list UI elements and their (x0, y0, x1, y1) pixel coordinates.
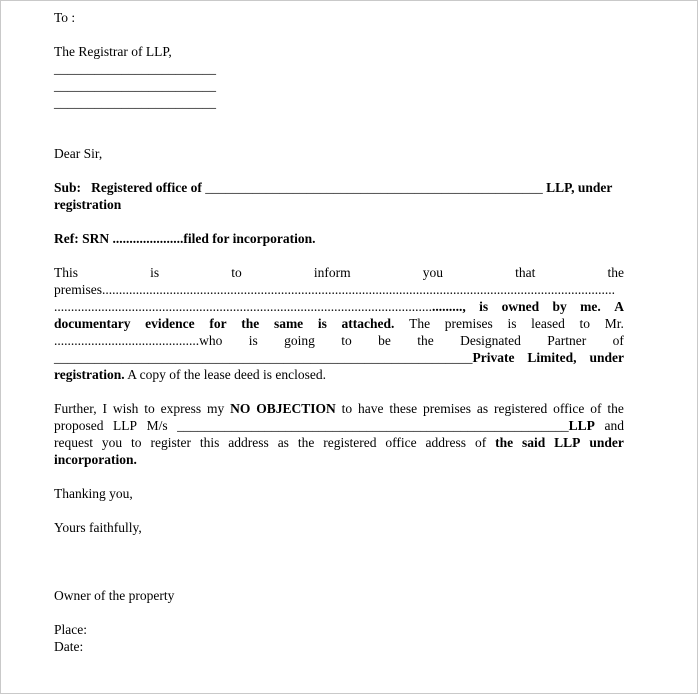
word-token (342, 315, 395, 332)
text-fragment: address (228, 435, 269, 450)
letter-document (1, 1, 697, 655)
word-token (341, 332, 352, 349)
text-fragment: of (474, 435, 487, 450)
word-token (547, 332, 586, 349)
text-segment: Owner of the property (54, 588, 175, 603)
blank-line (54, 604, 624, 621)
word-token (527, 349, 576, 366)
text-fragment: attached. (341, 316, 395, 331)
address-blank-2 (54, 77, 624, 94)
blank-line (54, 468, 624, 485)
text-segment: The Registrar of LLP, (54, 44, 172, 59)
subject-line-1 (54, 179, 624, 196)
word-token (605, 315, 624, 332)
text-segment: LLP, under (542, 180, 613, 195)
text-segment: ........................................................................................................................................................ (102, 282, 615, 297)
body-p1-line-2 (54, 281, 624, 298)
word-token (145, 315, 195, 332)
blank-line (54, 502, 624, 519)
text-segment: Thanking you, (54, 486, 133, 501)
text-fragment: Partner (547, 333, 587, 348)
word-token (460, 332, 521, 349)
word-token (209, 315, 226, 332)
text-fragment: office (553, 401, 585, 416)
text-fragment: ................................................................................................................ (54, 299, 432, 314)
address-blank-3 (54, 94, 624, 111)
text-fragment: Mr. (604, 316, 624, 331)
blank-line (54, 383, 624, 400)
text-fragment: this (199, 435, 220, 450)
text-fragment: to (341, 401, 353, 416)
word-token (589, 434, 624, 451)
text-fragment: Limited, (527, 350, 577, 365)
word-token (54, 417, 104, 434)
word-token (522, 434, 545, 451)
closing-line (54, 519, 624, 536)
text-fragment: This (54, 265, 79, 280)
text-segment: To : (54, 10, 76, 25)
text-segment: A copy of the lease deed is enclosed. (124, 367, 326, 382)
word-token (200, 434, 220, 451)
text-segment: premises (54, 282, 102, 297)
text-fragment: the (495, 435, 514, 450)
fill-in-blank: ______________________________________________________________ (54, 350, 473, 365)
subject-line-2 (54, 196, 624, 213)
body-p1-line-5 (54, 332, 624, 349)
text-fragment: premises (444, 316, 493, 331)
body-p2-line-1 (54, 400, 624, 417)
text-fragment: to (579, 316, 591, 331)
word-token (54, 400, 97, 417)
text-fragment: is (507, 316, 517, 331)
text-fragment: registered (494, 401, 548, 416)
word-token (358, 400, 383, 417)
text-fragment: OBJECTION (256, 401, 336, 416)
text-fragment: to (131, 435, 142, 450)
text-fragment: documentary (54, 316, 131, 331)
text-fragment: evidence (145, 316, 195, 331)
word-token (113, 400, 139, 417)
word-token (150, 434, 190, 451)
text-fragment: office (385, 435, 417, 450)
text-fragment: Further, (54, 401, 97, 416)
text-fragment: The (409, 316, 431, 331)
thanking-line (54, 485, 624, 502)
recipient (54, 43, 624, 60)
word-token (161, 400, 202, 417)
to-label (54, 9, 624, 26)
body-p2-line-4 (54, 451, 624, 468)
salutation (54, 145, 624, 162)
text-fragment: to (231, 265, 242, 280)
fill-in-blank: ________________________ (54, 61, 216, 76)
text-fragment: the (241, 316, 260, 331)
text-fragment: NO (230, 401, 251, 416)
blank-line (54, 247, 624, 264)
text-fragment: these (389, 401, 418, 416)
text-segment: Yours faithfully, (54, 520, 142, 535)
text-fragment: LLP (113, 418, 138, 433)
word-token (54, 349, 514, 366)
body-p1-line-1 (54, 264, 624, 281)
text-fragment: you (422, 265, 443, 280)
word-token (131, 434, 142, 451)
blank-line (54, 536, 624, 553)
word-token (613, 332, 624, 349)
word-token (580, 298, 601, 315)
text-segment: Date: (54, 639, 84, 654)
word-token (515, 264, 535, 281)
blank-line (54, 570, 624, 587)
signatory-line (54, 587, 624, 604)
word-token (314, 264, 351, 281)
word-token (607, 264, 624, 281)
word-token (113, 417, 137, 434)
text-fragment: premises (423, 401, 472, 416)
text-fragment: you (101, 435, 123, 450)
word-token (102, 434, 122, 451)
text-fragment: and (604, 418, 624, 433)
fill-in-blank: ________________________ (54, 95, 216, 110)
word-token (318, 315, 327, 332)
word-token (614, 298, 624, 315)
word-token (231, 264, 242, 281)
text-fragment: is (479, 299, 489, 314)
text-fragment: is (317, 316, 327, 331)
text-segment: Place: (54, 622, 87, 637)
text-fragment: under (589, 435, 624, 450)
word-token (479, 298, 488, 315)
text-fragment: the (607, 265, 624, 280)
text-fragment: proposed (54, 418, 104, 433)
text-segment: Ref: SRN (54, 231, 113, 246)
text-fragment: is (248, 333, 258, 348)
word-token (507, 315, 516, 332)
word-token (284, 332, 315, 349)
text-segment: filed for incorporation. (183, 231, 316, 246)
fill-in-blank: ________________________ (54, 78, 216, 93)
text-fragment: I (102, 401, 107, 416)
text-fragment: that (515, 265, 536, 280)
text-fragment: express (160, 401, 202, 416)
word-token (249, 332, 258, 349)
word-token (389, 400, 417, 417)
text-fragment: registered (323, 435, 377, 450)
text-fragment: to (144, 401, 155, 416)
word-token (144, 400, 155, 417)
text-segment: Sub: Registered office of (54, 180, 206, 195)
word-token (256, 400, 336, 417)
word-token (274, 315, 303, 332)
word-token (298, 434, 315, 451)
word-token (54, 434, 93, 451)
blank-line (54, 213, 624, 230)
text-fragment: M/s (146, 418, 168, 433)
body-p1-line-6 (54, 349, 624, 366)
word-token (554, 434, 580, 451)
word-token (230, 400, 250, 417)
word-token (241, 315, 259, 332)
text-fragment: who (199, 333, 223, 348)
blank-line (54, 553, 624, 570)
text-fragment: same (273, 316, 304, 331)
word-token (409, 315, 430, 332)
text-fragment: inform (313, 265, 351, 280)
word-token (607, 400, 624, 417)
text-fragment: Private (472, 350, 515, 365)
text-fragment: ........., (432, 299, 466, 314)
text-fragment: LLP (554, 435, 581, 450)
word-token (589, 349, 624, 366)
word-token (553, 298, 567, 315)
word-token (54, 264, 78, 281)
word-token (342, 400, 353, 417)
text-segment: ..................... (112, 231, 184, 246)
text-fragment: wish (112, 401, 139, 416)
text-fragment: me. (580, 299, 601, 314)
text-fragment: by (552, 299, 567, 314)
word-token (54, 332, 222, 349)
word-token (378, 332, 391, 349)
word-token (423, 400, 471, 417)
body-p1-line-3 (54, 298, 624, 315)
word-token (531, 315, 565, 332)
place-label (54, 621, 624, 638)
body-p1-line-7 (54, 366, 624, 383)
text-fragment: request (54, 435, 93, 450)
text-fragment: as (277, 435, 289, 450)
text-fragment: to (341, 333, 352, 348)
fill-in-blank: __________________________________________________ (205, 180, 543, 195)
text-segment: Dear Sir, (54, 146, 103, 161)
text-fragment: the (417, 333, 434, 348)
blank-line (54, 26, 624, 43)
text-fragment: of (590, 401, 602, 416)
text-fragment: register (150, 435, 191, 450)
word-token (147, 417, 168, 434)
text-fragment: the (607, 401, 624, 416)
word-token (417, 332, 434, 349)
body-p2-line-2 (54, 417, 624, 434)
text-fragment: be (378, 333, 391, 348)
word-token (102, 400, 107, 417)
text-fragment: LLP (568, 418, 595, 433)
word-token (477, 400, 488, 417)
word-token (207, 400, 224, 417)
word-token (590, 400, 601, 417)
word-token (495, 434, 513, 451)
word-token (54, 315, 131, 332)
word-token (553, 400, 584, 417)
address-blank-1 (54, 60, 624, 77)
word-token (475, 434, 486, 451)
text-fragment: A (614, 299, 624, 314)
word-token (54, 298, 466, 315)
word-token (177, 417, 595, 434)
word-token (494, 400, 547, 417)
blank-line (54, 111, 624, 128)
text-fragment: the (297, 435, 315, 450)
text-fragment: under (589, 350, 624, 365)
word-token (150, 264, 159, 281)
text-fragment: for (209, 316, 227, 331)
word-token (278, 434, 289, 451)
word-token (323, 434, 376, 451)
word-token (580, 315, 591, 332)
fill-in-blank: __________________________________________________________ (177, 418, 569, 433)
word-token (228, 434, 269, 451)
word-token (604, 417, 624, 434)
word-token (426, 434, 467, 451)
text-fragment: of (612, 333, 624, 348)
body-p1-line-4 (54, 315, 624, 332)
blank-line (54, 128, 624, 145)
text-fragment: ........................................... (54, 333, 200, 348)
text-fragment: Designated (460, 333, 521, 348)
text-fragment: my (206, 401, 225, 416)
text-segment: registration. (54, 367, 125, 382)
text-fragment: is (150, 265, 160, 280)
reference-line (54, 230, 624, 247)
text-fragment: as (476, 401, 489, 416)
text-fragment: address (425, 435, 467, 450)
word-token (445, 315, 493, 332)
word-token (423, 264, 443, 281)
text-fragment: have (358, 401, 384, 416)
text-fragment: leased (531, 316, 565, 331)
text-fragment: said (522, 435, 546, 450)
blank-line (54, 162, 624, 179)
text-segment: incorporation. (54, 452, 137, 467)
word-token (385, 434, 416, 451)
word-token (502, 298, 540, 315)
date-label (54, 638, 624, 655)
text-segment: registration (54, 197, 122, 212)
body-p2-line-3 (54, 434, 624, 451)
text-fragment: going (284, 333, 315, 348)
text-fragment: owned (501, 299, 540, 314)
